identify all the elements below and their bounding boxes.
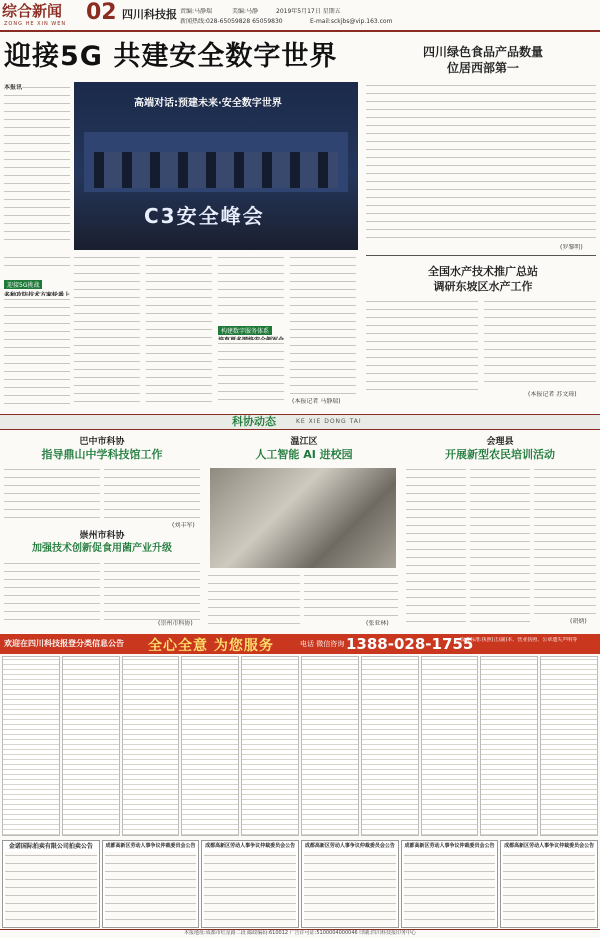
headline-body-col1	[4, 84, 70, 246]
story-huili-head	[404, 436, 596, 462]
ad-phone-label: 电话 微信咨询	[300, 640, 345, 648]
notice-title: 成都高新区劳动人事争议仲裁委员会公告	[404, 843, 495, 849]
story-bazhong-body-b	[104, 466, 200, 522]
masthead-rule	[0, 30, 600, 32]
notice-body	[503, 852, 595, 926]
story-chongzhou-byline: (崇州市科协)	[158, 620, 193, 627]
hotline: 新闻热线:028-65059828 65059830	[180, 18, 283, 25]
paper-name: 四川科技报	[122, 8, 177, 21]
story-chongzhou-body-a	[4, 560, 100, 620]
section-title-en: ZONG HE XIN WEN	[4, 21, 67, 27]
page-number: 02	[86, 0, 117, 25]
classified-ad	[421, 656, 479, 836]
story-wenjiang-unit: 温江区	[290, 437, 318, 447]
story-huili-body-a	[406, 466, 466, 626]
classified-ad	[122, 656, 180, 836]
notice-box	[301, 840, 399, 928]
classified-ad	[361, 656, 419, 836]
story-huili-title: 开展新型农民培训活动	[445, 448, 555, 461]
section-band-title-en: KE XIE DONG TAI	[296, 418, 362, 425]
story-chongzhou-title: 加强技术创新促食用菌产业升级	[32, 543, 172, 554]
subhead-2-tag: 构建数字服务体系	[218, 326, 272, 335]
notice-title: 成都高新区劳动人事争议仲裁委员会公告	[205, 843, 296, 849]
story-wenjiang-byline: (张亚林)	[366, 620, 389, 627]
editor: 责编:马静瑞	[180, 8, 213, 15]
notice-box	[401, 840, 499, 928]
section-band-title: 科协动态	[232, 415, 276, 428]
headline-body-col4a	[218, 254, 284, 316]
headline-byline: (本报记者 马静瑞)	[292, 398, 341, 405]
notice-body	[204, 852, 296, 926]
headline-body-col5	[290, 254, 356, 398]
headline-body-col4b	[218, 340, 284, 406]
story-bazhong-body-a	[4, 466, 100, 522]
headline-title: 迎接5G 共建安全数字世界	[4, 41, 338, 72]
story-chongzhou-body-b	[104, 560, 200, 620]
notice-box	[2, 840, 100, 928]
classified-ad	[540, 656, 598, 836]
story-wenjiang-head	[206, 436, 402, 462]
notice-row	[2, 840, 598, 928]
notice-title: 成都高新区劳动人事争议仲裁委员会公告	[504, 843, 595, 849]
classified-ad	[241, 656, 299, 836]
classified-ad	[2, 656, 60, 836]
classified-grid	[2, 656, 598, 836]
right-top-byline: (罗黎明)	[560, 244, 583, 251]
lead-label: 本报讯	[4, 84, 23, 91]
classified-ad	[62, 656, 120, 836]
story-chongzhou-head	[4, 530, 200, 556]
story-huili-byline: (胡炳)	[570, 618, 587, 625]
story-bazhong-title: 指导鼎山中学科技馆工作	[41, 448, 163, 461]
section-title: 综合新闻	[2, 2, 63, 20]
issue-date: 2019年5月17日 星期五	[276, 8, 341, 15]
story-huili-body-b	[470, 466, 530, 626]
section-band	[0, 414, 600, 430]
classified-ad	[301, 656, 359, 836]
photo-backdrop: C3安全峰会	[144, 204, 265, 228]
right-mid-byline: (本报记者 苏文琦)	[528, 391, 577, 398]
story-wenjiang-body-b	[304, 572, 398, 620]
notice-body	[105, 852, 197, 926]
photo-people	[94, 152, 338, 188]
masthead	[0, 0, 600, 32]
subhead-1-tag: 迎接5G挑战	[4, 280, 42, 289]
right-top-title	[372, 44, 594, 76]
story-huili-unit: 会理县	[486, 437, 514, 447]
notice-title: 成都高新区劳动人事争议仲裁委员会公告	[105, 843, 196, 849]
story-wenjiang-title: 人工智能 AI 进校园	[255, 448, 353, 461]
right-top-title-line1: 四川绿色食品产品数量	[422, 45, 543, 59]
divider-right	[366, 255, 596, 256]
story-bazhong-unit: 巴中市科协	[79, 437, 125, 447]
right-mid-body-b	[484, 298, 596, 388]
footer-note: 本报地址:成都市红星路二段 邮政编码:610012 广告许可证:5100004000046 印刷:四川科技报印务中心	[184, 930, 416, 936]
notice-box	[102, 840, 200, 928]
ad-brand: 全心全意 为您服务	[148, 638, 274, 654]
right-mid-title-line2: 调研东坡区水产工作	[433, 280, 533, 293]
notice-box	[500, 840, 598, 928]
headline-body-col3	[146, 254, 212, 406]
ad-phone: 1388-028-1755	[346, 635, 474, 653]
story-huili-body-c	[534, 466, 596, 616]
classified-ad	[480, 656, 538, 836]
layout-editor: 美编:马静	[232, 8, 259, 15]
right-top-body	[366, 82, 596, 244]
story-bazhong-byline: (刘丰军)	[172, 522, 195, 529]
conference-photo	[74, 82, 358, 250]
story-wenjiang-body-a	[208, 572, 300, 626]
ad-banner	[0, 634, 600, 654]
wenjiang-photo	[210, 468, 396, 568]
notice-body	[5, 852, 97, 926]
email: E-mail:sckjbs@vip.163.com	[310, 18, 393, 25]
notice-body	[304, 852, 396, 926]
headline-body-col1b	[4, 254, 70, 270]
right-mid-title	[372, 264, 594, 294]
headline-body-col2	[74, 254, 140, 406]
headline-body-col1c	[4, 296, 70, 408]
notice-title: 金诺国际拍卖有限公司拍卖公告	[8, 843, 93, 850]
right-mid-title-line1: 全国水产技术推广总站	[428, 265, 538, 278]
right-mid-body-a	[366, 298, 478, 396]
notice-title: 成都高新区劳动人事争议仲裁委员会公告	[304, 843, 395, 849]
notice-body	[404, 852, 496, 926]
notice-box	[201, 840, 299, 928]
classified-ad	[181, 656, 239, 836]
ad-slogan: 欢迎在四川科技报登分类信息公告	[4, 639, 124, 648]
story-chongzhou-unit: 崇州市科协	[79, 531, 125, 541]
story-bazhong-head	[4, 436, 200, 462]
right-top-title-line2: 位居西部第一	[446, 61, 519, 75]
photo-banner: 高端对话:预建未来·安全数字世界	[134, 98, 282, 109]
ad-side-note: 收费标准:执照(正/副)本、营业执照、公章遗失声明等	[460, 637, 578, 643]
